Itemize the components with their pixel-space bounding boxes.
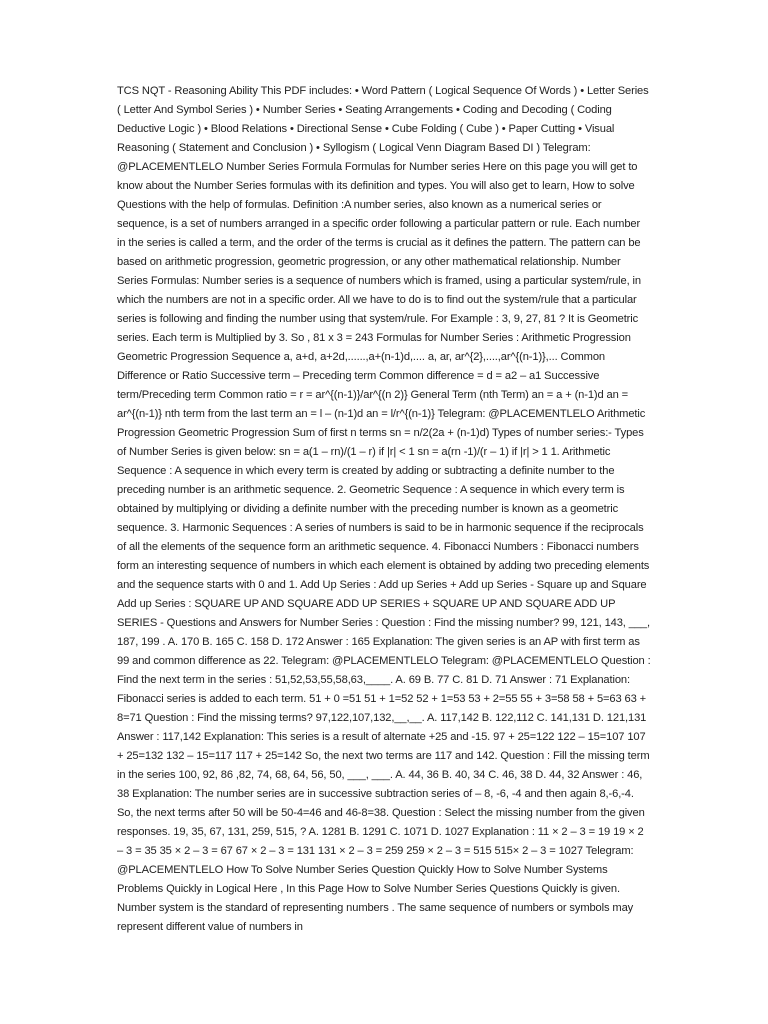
document-body-text: TCS NQT - Reasoning Ability This PDF includes: • Word Pattern ( Logical Sequence Of Words ) • Letter Series ( Letter And Symbol Series ) • Number Series • Seating Arrangements • Coding and Decoding ( Coding Deductive Logic ) • Blood Relations • Directional Sense • Cube Folding ( Cube ) • Paper Cutting • Visual Reasoning ( Statement and Conclusion ) • Syllogism ( Logical Venn Diagram Based DI ) Telegram: @PLACEMENTLELO Number Series Formula Formulas for Number series Here on this page you will get to know about the Number Series formulas with its definition and types. You will also get to learn, How to solve Questions with the help of formulas. Definition :A number series, also known as a numerical series or sequence, is a set of numbers arranged in a specific order following a particular pattern or rule. Each number in the series is called a term, and the order of the terms is crucial as it defines the pattern. The pattern can be based on arithmetic progression, geometric progression, or any other mathematical relationship. Number Series Formulas: Number series is a sequence of numbers which is framed, using a particular system/rule, in which the numbers are not in a specific order. All we have to do is to find out the system/rule that a particular series is following and finding the number using that system/rule. For Example : 3, 9, 27, 81 ? It is Geometric series. Each term is Multiplied by 3. So , 81 x 3 = 243 Formulas for Number Series : Arithmetic Progression Geometric Progression Sequence a, a+d, a+2d,......,a+(n-1)d,.... a, ar, ar^{2},....,ar^{(n-1)},... Common Difference or Ratio Successive term – Preceding term Common difference = d = a2 – a1 Successive term/Preceding term Common ratio = r = ar^{(n-1)}/ar^{(n 2)} General Term (nth Term) an = a + (n-1)d an = ar^{(n-1)} nth term from the last term an = l – (n-1)d an = l/r^{(n-1)} Telegram: @PLACEMENTLELO Arithmetic Progression Geometric Progression Sum of first n terms sn = n/2(2a + (n-1)d) Types of number series:- Types of Number Series is given below: sn = a(1 – rn)/(1 – r) if |r| < 1 sn = a(rn -1)/(r – 1) if |r| > 1 1. Arithmetic Sequence : A sequence in which every term is created by adding or subtracting a definite number to the preceding number is an arithmetic sequence. 2. Geometric Sequence : A sequence in which every term is obtained by multiplying or dividing a definite number with the preceding number is known as a geometric sequence. 3. Harmonic Sequences : A series of numbers is said to be in harmonic sequence if the reciprocals of all the elements of the sequence form an arithmetic sequence. 4. Fibonacci Numbers : Fibonacci numbers form an interesting sequence of numbers in which each element is obtained by adding two preceding elements and the sequence starts with 0 and 1. Add Up Series : Add up Series + Add up Series - Square up and Square Add up Series : SQUARE UP AND SQUARE ADD UP SERIES + SQUARE UP AND SQUARE ADD UP SERIES - Questions and Answers for Number Series : Question : Find the missing number? 99, 121, 143, ___, 187, 199 . A. 170 B. 165 C. 158 D. 172 Answer : 165 Explanation: The given series is an AP with first term as 99 and common difference as 22. Telegram: @PLACEMENTLELO Telegram: @PLACEMENTLELO Question : Find the next term in the series : 51,52,53,55,58,63,____. A. 69 B. 77 C. 81 D. 71 Answer : 71 Explanation: Fibonacci series is added to each term. 51 + 0 =51 51 + 1=52 52 + 1=53 53 + 2=55 55 + 3=58 58 + 5=63 63 + 8=71 Question : Find the missing terms? 97,122,107,132,__,__. A. 117,142 B. 122,112 C. 141,131 D. 121,131 Answer : 117,142 Explanation: This series is a result of alternate +25 and -15. 97 + 25=122 122 – 15=107 107 + 25=132 132 – 15=117 117 + 25=142 So, the next two terms are 117 and 142. Question : Fill the missing term in the series 100, 92, 86 ,82, 74, 68, 64, 56, 50, ___, ___. A. 44, 36 B. 40, 34 C. 46, 38 D. 44, 32 Answer : 46, 38 Explanation: The number series are in successive subtraction series of – 8, -6, -4 and then again 8,-6,-4. So, the next terms after 50 will be 50-4=46 and 46-8=38. Question : Select the missing number from the given responses. 19, 35, 67, 131, 259, 515, ? A. 1281 B. 1291 C. 1071 D. 1027 Explanation : 11 × 2 – 3 = 19 19 × 2 – 3 = 35 35 × 2 – 3 = 67 67 × 2 – 3 = 131 131 × 2 – 3 = 259 259 × 2 – 3 = 515 515× 2 – 3 = 1027 Telegram: @PLACEMENTLELO How To Solve Number Series Question Quickly How to Solve Number Systems Problems Quickly in Logical Here , In this Page How to Solve Number Series Questions Quickly is given. Number system is the standard of representing numbers . The same sequence of numbers or symbols may represent different value of numbers in — [117, 85, 651, 933]
